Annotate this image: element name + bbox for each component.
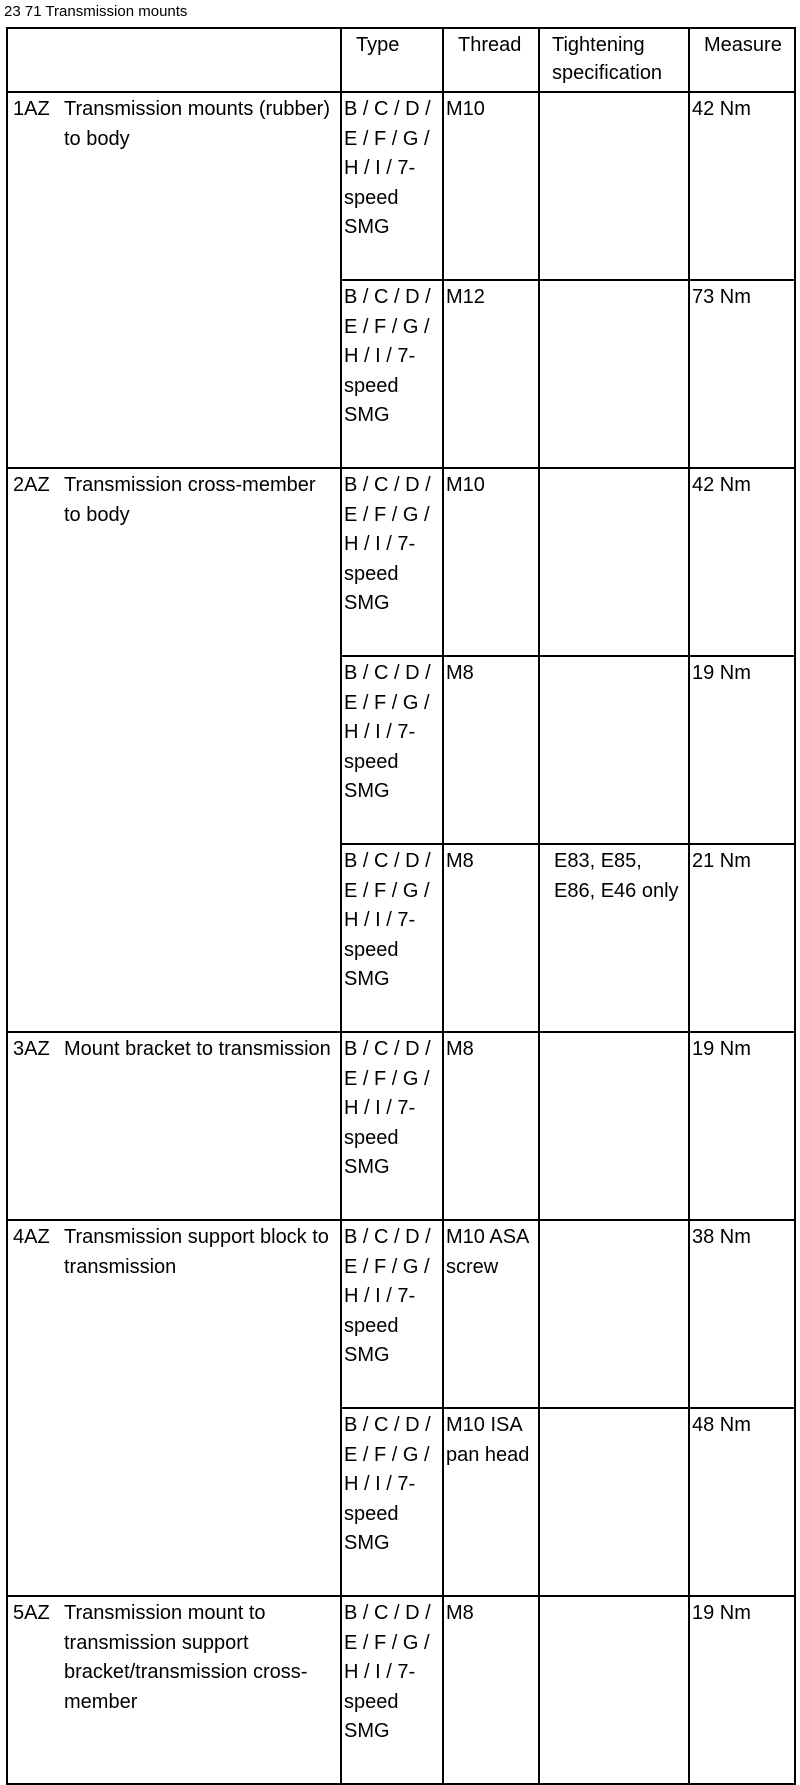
type-cell: B / C / D / E / F / G / H / I / 7-speed SMG: [341, 1596, 443, 1784]
header-item: [7, 28, 341, 92]
thread-cell: M8: [443, 844, 539, 1032]
document-title: 23 71 Transmission mounts: [4, 3, 188, 20]
item-code: 2AZ: [13, 474, 50, 496]
type-cell: B / C / D / E / F / G / H / I / 7-speed SMG: [341, 280, 443, 468]
table-row: [7, 1596, 795, 1784]
thread-cell: M10 ASA screw: [443, 1220, 539, 1408]
table-row: [7, 92, 795, 280]
item-cell: [7, 92, 341, 468]
thread-cell: M8: [443, 1032, 539, 1220]
measure-cell: 19 Nm: [689, 1032, 795, 1220]
item-code: 1AZ: [13, 98, 50, 120]
table-row: [7, 1220, 795, 1408]
spec-cell: [539, 92, 689, 280]
thread-cell: M8: [443, 656, 539, 844]
measure-cell: 42 Nm: [689, 92, 795, 280]
type-cell: B / C / D / E / F / G / H / I / 7-speed SMG: [341, 1408, 443, 1596]
type-cell: B / C / D / E / F / G / H / I / 7-speed SMG: [341, 656, 443, 844]
table-row: [7, 468, 795, 656]
thread-cell: M12: [443, 280, 539, 468]
item-cell: [7, 1220, 341, 1596]
type-cell: B / C / D / E / F / G / H / I / 7-speed SMG: [341, 1032, 443, 1220]
measure-cell: 42 Nm: [689, 468, 795, 656]
item-description: Transmission support block to transmission: [64, 1226, 329, 1278]
spec-cell: E83, E85, E86, E46 only: [539, 844, 689, 1032]
type-cell: B / C / D / E / F / G / H / I / 7-speed SMG: [341, 1220, 443, 1408]
item-description: Transmission cross-member to body: [64, 474, 316, 526]
header-tightening-specification: Tightening specification: [539, 28, 689, 92]
item-code: 3AZ: [13, 1038, 50, 1060]
item-cell: [7, 468, 341, 1032]
measure-cell: 19 Nm: [689, 656, 795, 844]
spec-cell: [539, 1220, 689, 1408]
header-type: Type: [341, 28, 443, 92]
measure-cell: 21 Nm: [689, 844, 795, 1032]
item-description: Transmission mounts (rubber) to body: [64, 98, 331, 150]
spec-cell: [539, 468, 689, 656]
measure-cell: 38 Nm: [689, 1220, 795, 1408]
item-code: 5AZ: [13, 1602, 50, 1624]
thread-cell: M8: [443, 1596, 539, 1784]
spec-cell: [539, 656, 689, 844]
spec-cell: [539, 280, 689, 468]
thread-cell: M10: [443, 468, 539, 656]
torque-spec-table: [6, 27, 796, 1785]
spec-cell: [539, 1032, 689, 1220]
thread-cell: M10: [443, 92, 539, 280]
item-cell: [7, 1032, 341, 1220]
spec-cell: [539, 1408, 689, 1596]
table-header-row: [7, 28, 795, 92]
measure-cell: 73 Nm: [689, 280, 795, 468]
type-cell: B / C / D / E / F / G / H / I / 7-speed SMG: [341, 92, 443, 280]
header-thread: Thread: [443, 28, 539, 92]
item-code: 4AZ: [13, 1226, 50, 1248]
item-description: Mount bracket to transmission: [64, 1038, 331, 1060]
measure-cell: 48 Nm: [689, 1408, 795, 1596]
spec-cell: [539, 1596, 689, 1784]
thread-cell: M10 ISA pan head: [443, 1408, 539, 1596]
measure-cell: 19 Nm: [689, 1596, 795, 1784]
header-measure: Measure: [689, 28, 795, 92]
item-cell: [7, 1596, 341, 1784]
type-cell: B / C / D / E / F / G / H / I / 7-speed SMG: [341, 468, 443, 656]
table-row: [7, 1032, 795, 1220]
type-cell: B / C / D / E / F / G / H / I / 7-speed SMG: [341, 844, 443, 1032]
item-description: Transmission mount to transmission support bracket/transmission cross-member: [64, 1602, 308, 1713]
